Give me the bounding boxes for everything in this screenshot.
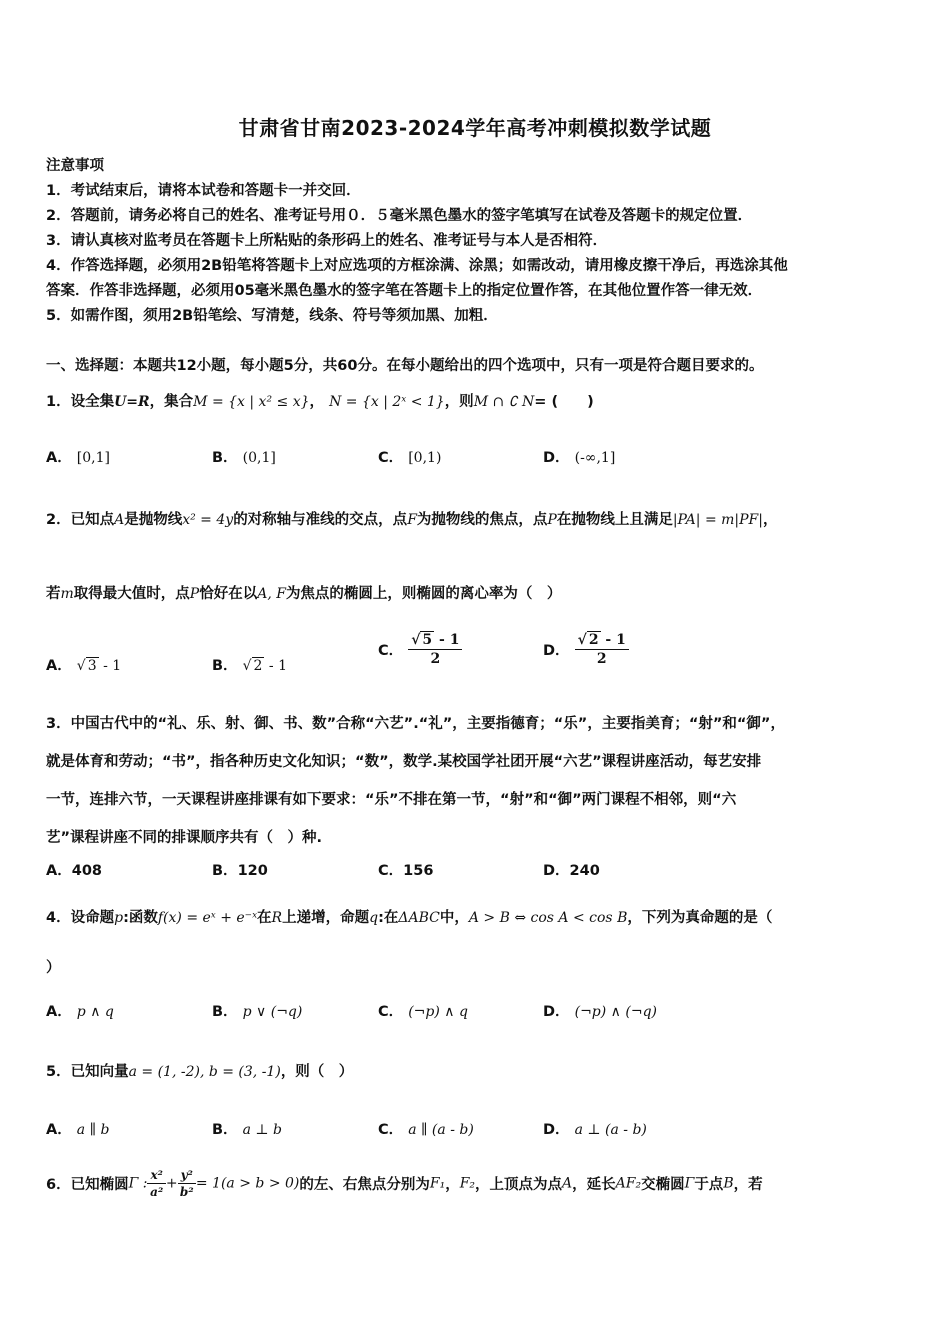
question-2-line-2 [46, 582, 561, 603]
q2-text: 在抛物线上且满足 [556, 512, 673, 528]
q4-option-a[interactable] [46, 1000, 114, 1021]
q1-option-b[interactable] [212, 446, 276, 467]
option-value: 120 [237, 863, 268, 879]
q3-line-1: 3．中国古代中的“礼、乐、射、御、书、数”合称“六艺”.“礼”，主要指德育；“乐”，主要指美育；“射”和“御”， [46, 716, 785, 732]
q6-text: ， [445, 1177, 460, 1193]
q6-text: 的左、右焦点分别为 [299, 1177, 430, 1193]
q1-option-d[interactable] [543, 446, 615, 467]
q2-text: 2．已知点 [46, 512, 115, 528]
q1-set-m: M = {x | x² ≤ x} [193, 394, 310, 410]
q2-option-a[interactable] [46, 654, 121, 675]
option-letter: D． [543, 643, 570, 659]
option-letter: C． [378, 1122, 404, 1138]
q5-option-b[interactable] [212, 1118, 282, 1139]
option-letter: D． [543, 1122, 570, 1138]
option-value: a ∥ (a - b) [408, 1122, 474, 1138]
q1-mid: ，集合 [149, 394, 194, 410]
q4-text: :在 [378, 910, 399, 926]
option-value: (-∞,1] [574, 450, 616, 466]
q4-text: 在 [257, 910, 272, 926]
option-value: a ⊥ (a - b) [574, 1122, 647, 1138]
q1-set-n: N = {x | 2ˣ < 1} [329, 394, 445, 410]
q2-text: 若 [46, 586, 61, 602]
question-2-line-1 [46, 508, 777, 529]
q4-text: ，下列为真命题的是（ [627, 910, 773, 926]
q6-text: ，上顶点为点 [475, 1177, 563, 1193]
q4-text: :函数 [123, 910, 158, 926]
q4-option-d[interactable] [543, 1000, 657, 1021]
option-letter: D． [543, 1004, 570, 1020]
option-letter: D． [543, 450, 570, 466]
radicand: 2 [253, 658, 263, 674]
q4-option-b[interactable] [212, 1000, 302, 1021]
option-value: a ∥ b [76, 1122, 110, 1138]
q5-text: 5．已知向量 [46, 1064, 129, 1080]
q2-text: 是抛物线 [124, 512, 183, 528]
q5-text: ，则（ ） [280, 1064, 354, 1080]
q6-fraction-y [178, 1168, 196, 1199]
option-letter: A． [46, 1004, 72, 1020]
option-letter: A． [46, 450, 72, 466]
radicand: 3 [87, 658, 97, 674]
option-letter: B． [212, 1004, 238, 1020]
q2-option-c[interactable] [378, 632, 462, 667]
q4-math: ΔABC [398, 910, 440, 926]
q4-function: f(x) = eˣ + e⁻ˣ [157, 910, 258, 926]
option-value: 408 [71, 863, 103, 879]
radicand: 2 [588, 632, 599, 648]
option-letter: B． [212, 658, 238, 674]
q2-math: A [114, 512, 125, 528]
q2-text: 为抛物线的焦点，点 [416, 512, 548, 528]
q6-math: A [562, 1175, 573, 1192]
q3-option-d[interactable] [543, 859, 600, 880]
question-5 [46, 1060, 353, 1081]
q4-condition: A > B ⇔ cos A < cos B [468, 910, 628, 926]
option-value: [0,1] [76, 450, 110, 466]
q2-text: 为焦点的椭圆上，则椭圆的离心率为（ ） [285, 586, 562, 602]
option-value: p ∧ q [76, 1004, 114, 1020]
numerator: x² [147, 1168, 165, 1184]
q5-option-a[interactable] [46, 1118, 109, 1139]
numerator: y² [178, 1168, 196, 1184]
option-value: [0,1) [408, 450, 442, 466]
denominator: a² [150, 1185, 164, 1199]
q6-math: F₂ [459, 1175, 476, 1192]
denominator: 2 [596, 651, 607, 667]
option-value: 240 [569, 863, 600, 879]
q5-vectors: a = (1, -2), b = (3, -1) [128, 1064, 281, 1080]
q1-prefix: 1．设全集 [46, 394, 115, 410]
option-letter: B． [212, 1122, 238, 1138]
q4-text: 上递增，命题 [282, 910, 370, 926]
fraction: $\frac{√ 5 - 1}{2}$ [408, 632, 462, 667]
q6-math: + [165, 1175, 178, 1192]
q6-text: 于点 [694, 1177, 724, 1193]
question-4-line-1 [46, 906, 772, 927]
q1-end: = ( ) [534, 394, 594, 410]
q6-math: = 1(a > b > 0) [195, 1175, 300, 1192]
q2-math: A, F [257, 586, 286, 602]
q5-option-d[interactable] [543, 1118, 647, 1139]
question-1 [46, 390, 594, 411]
option-rest: - 1 [264, 658, 288, 674]
q3-option-a[interactable] [46, 859, 102, 880]
q1-universe: U=R [114, 394, 150, 410]
note-5: 5．如需作图，须用2B铅笔绘、写清楚，线条、符号等须加黑、加粗． [46, 308, 498, 324]
q3-line-4: 艺”课程讲座不同的排课顺序共有（ ）种. [46, 830, 323, 846]
q3-line-3: 一节，连排六节，一天课程讲座排课有如下要求：“乐”不排在第一节，“射”和“御”两门课程不相邻，则“六 [46, 792, 737, 808]
q4-line-2: ） [46, 960, 61, 976]
numerator-rest: - 1 [600, 632, 626, 648]
q1-tail: ，则 [444, 394, 474, 410]
option-letter: C． [378, 643, 404, 659]
q6-text: 交椭圆 [641, 1177, 685, 1193]
q2-math: P [547, 512, 557, 528]
q6-text: ，若 [733, 1177, 763, 1193]
option-letter: A． [46, 658, 72, 674]
q2-math: F [407, 512, 417, 528]
radicand: 5 [422, 632, 433, 648]
denominator: 2 [430, 651, 441, 667]
note-2: 2．答题前，请务必将自己的姓名、准考证号用０．５毫米黑色墨水的签字笔填写在试卷及答题卡的规定位置． [46, 208, 753, 224]
fraction: $\frac{√ 2 - 1}{2}$ [575, 632, 629, 667]
section-heading: 一、选择题：本题共12小题，每小题5分，共60分。在每小题给出的四个选项中，只有一项是符合题目要求的。 [46, 358, 764, 374]
option-letter: C． [378, 863, 404, 879]
q4-math: q [369, 910, 379, 926]
q6-math: F₁ [429, 1175, 446, 1192]
q6-fraction-x [147, 1168, 165, 1199]
q1-option-c[interactable] [378, 446, 441, 467]
option-value: p ∨ (¬q) [242, 1004, 303, 1020]
q1-expr: M ∩ ∁ N [473, 394, 535, 410]
q1-option-a[interactable] [46, 446, 110, 467]
option-letter: C． [378, 450, 404, 466]
note-4: 4．作答选择题，必须用2B铅笔将答题卡上对应选项的方框涂满、涂黑；如需改动，请用橡皮擦干净后，再选涂其他 [46, 258, 788, 274]
numerator-rest: - 1 [434, 632, 460, 648]
note-4-cont: 答案．作答非选择题，必须用05毫米黑色墨水的签字笔在答题卡上的指定位置作答，在其他位置作答一律无效． [46, 283, 763, 299]
q6-text: ，延长 [572, 1177, 616, 1193]
note-3: 3．请认真核对监考员在答题卡上所粘贴的条形码上的姓名、准考证号与本人是否相符． [46, 233, 608, 249]
q3-option-c[interactable] [378, 859, 433, 880]
q4-math: R [271, 910, 283, 926]
q3-line-2: 就是体育和劳动；“书”，指各种历史文化知识；“数”，数学.某校国学社团开展“六艺”课程讲座活动，每艺安排 [46, 754, 762, 770]
option-value: √ 2 - 1 [242, 658, 288, 674]
option-value: (0,1] [242, 450, 276, 466]
option-letter: B． [212, 450, 238, 466]
note-1: 1．考试结束后，请将本试卷和答题卡一并交回． [46, 183, 361, 199]
q6-text: 6．已知椭圆 [46, 1177, 129, 1193]
q2-math: m [60, 586, 74, 602]
q6-math: Γ [684, 1175, 695, 1192]
option-letter: A． [46, 1122, 72, 1138]
q2-parabola: x² = 4y [182, 512, 234, 528]
option-value: (¬p) ∧ q [408, 1004, 468, 1020]
q2-text: ， [762, 512, 778, 528]
q2-option-b[interactable] [212, 654, 287, 675]
option-value: (¬p) ∧ (¬q) [574, 1004, 657, 1020]
q2-condition: |PA| = m|PF| [672, 512, 763, 528]
q6-math: Γ : [128, 1175, 148, 1192]
option-letter: B． [212, 863, 238, 879]
q4-text: 4．设命题 [46, 910, 115, 926]
notes-heading: 注意事项 [46, 158, 104, 174]
q4-math: p [114, 910, 124, 926]
q2-text: 取得最大值时，点 [73, 586, 190, 602]
option-value: √ 3 - 1 [76, 658, 122, 674]
q2-text: 的对称轴与准线的交点，点 [233, 512, 408, 528]
page-title: 甘肃省甘南2023-2024学年高考冲刺模拟数学试题 [238, 116, 712, 140]
q1-comma: ， [309, 394, 324, 410]
question-6 [46, 1168, 763, 1199]
q5-option-c[interactable] [378, 1118, 474, 1139]
q3-option-b[interactable] [212, 859, 268, 880]
q2-math: P [189, 586, 200, 602]
q6-math: B [723, 1175, 734, 1192]
option-letter: C． [378, 1004, 404, 1020]
denominator: b² [179, 1185, 194, 1199]
option-value: 156 [403, 863, 434, 879]
option-rest: - 1 [98, 658, 122, 674]
q4-option-c[interactable] [378, 1000, 468, 1021]
option-letter: D． [543, 863, 570, 879]
q2-text: 恰好在以 [199, 586, 258, 602]
option-value: a ⊥ b [242, 1122, 282, 1138]
q4-text: 中， [439, 910, 469, 926]
q2-option-d[interactable] [543, 632, 629, 667]
option-letter: A． [46, 863, 72, 879]
q6-math: AF₂ [615, 1175, 642, 1192]
